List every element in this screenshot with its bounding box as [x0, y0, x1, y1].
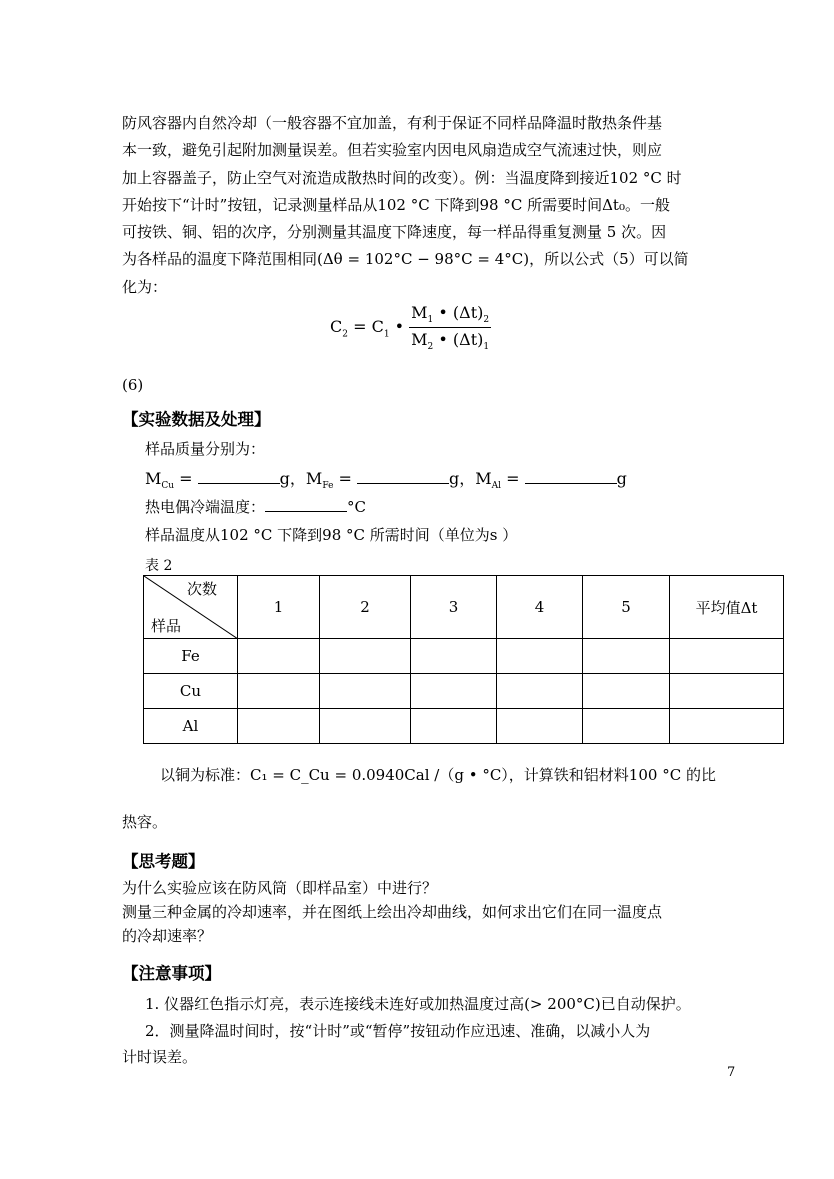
- row-label: Fe: [144, 639, 238, 674]
- table-row: [144, 639, 784, 674]
- table-cell[interactable]: [670, 674, 784, 709]
- m-cu-label: M: [145, 469, 162, 488]
- table-cell[interactable]: [497, 674, 583, 709]
- column-header: 平均值Δt: [670, 576, 784, 639]
- m-al-blank[interactable]: [525, 469, 617, 484]
- table-cell[interactable]: [320, 639, 411, 674]
- mass-line: $M_{Cu} = g$，$M_{Fe} = g$，$M_{Al} = g$: [145, 469, 627, 492]
- formula-lhs: C: [330, 317, 343, 337]
- row-label: Cu: [144, 674, 238, 709]
- m-al-label: M: [475, 469, 492, 488]
- formula-fraction: [409, 303, 491, 352]
- column-header: 1: [238, 576, 320, 639]
- row-label: Al: [144, 709, 238, 744]
- corner-label-sample: 样品: [151, 617, 182, 635]
- formula-lhs-sub: 2: [342, 329, 348, 340]
- intro-line-5: 可按铁、铜、铝的次序，分别测量其温度下降速度，每一样品得重复测量 5 次。因: [122, 223, 667, 241]
- note-2a: 2．测量降温时间时，按“计时”或“暂停”按钮动作应迅速、准确，以减小人为: [145, 1022, 651, 1040]
- time-line: 样品温度从102 °C 下降到98 °C 所需时间（单位为s ）: [145, 526, 518, 544]
- column-header: 4: [497, 576, 583, 639]
- note-1: 1. 仪器红色指示灯亮，表示连接线未连好或加热温度过高(> 200°C)已自动保护。: [145, 995, 691, 1013]
- formula-eq: = C: [347, 317, 384, 337]
- intro-line-3: 加上容器盖子，防止空气对流造成散热时间的改变）。例：当温度降到接近102 °C 时: [122, 169, 682, 187]
- corner-label-times: 次数: [186, 580, 217, 598]
- column-header: 3: [411, 576, 497, 639]
- table-cell[interactable]: [583, 709, 670, 744]
- table-cell[interactable]: [583, 674, 670, 709]
- mass-intro: 样品质量分别为：: [145, 440, 266, 458]
- formula-denominator: $M_2$ • $(\Delta t)_1$: [411, 330, 490, 353]
- table-cell[interactable]: [238, 639, 320, 674]
- table-cell[interactable]: [583, 639, 670, 674]
- equation-number: (6): [122, 376, 144, 394]
- question-2b: 的冷却速率？: [122, 927, 213, 945]
- section-heading-data: 【实验数据及处理】: [122, 410, 271, 429]
- intro-line-4: 开始按下“计时”按钮，记录测量样品从102 °C 下降到98 °C 所需要时间Δt₀。一般: [122, 196, 670, 214]
- cold-end-label: 热电偶冷端温度：: [145, 498, 266, 516]
- table-corner-cell: [144, 576, 238, 639]
- standard-line-1: 以铜为标准：C₁ = C_Cu = 0.0940Cal /（g • °C），计算铁和铝材料100 °C 的比: [160, 766, 716, 784]
- intro-line-2: 本一致，避免引起附加测量误差。但若实验室内因电风扇造成空气流速过快，则应: [122, 141, 663, 159]
- m-cu-blank[interactable]: [198, 469, 280, 484]
- question-2a: 测量三种金属的冷却速率，并在图纸上绘出冷却曲线，如何求出它们在同一温度点: [122, 903, 663, 921]
- table-cell[interactable]: [411, 709, 497, 744]
- table-cell[interactable]: [320, 674, 411, 709]
- table-cell[interactable]: [670, 709, 784, 744]
- formula-numerator: $M_1$ • $(\Delta t)_2$: [409, 303, 491, 328]
- intro-line-7: 化为：: [122, 278, 168, 296]
- table-cell[interactable]: [320, 709, 411, 744]
- table-row: [144, 674, 784, 709]
- table-caption: 表 2: [145, 558, 173, 574]
- table-cell[interactable]: [238, 674, 320, 709]
- question-1: 为什么实验应该在防风筒（即样品室）中进行？: [122, 879, 438, 897]
- intro-line-6: 为各样品的温度下降范围相同(Δθ = 102°C − 98°C = 4°C)，所以公式（5）可以简: [122, 250, 689, 268]
- table-cell[interactable]: [670, 639, 784, 674]
- standard-line-2: 热容。: [122, 813, 168, 831]
- table-cell[interactable]: [497, 639, 583, 674]
- data-table: [143, 575, 784, 744]
- m-fe-label: M: [305, 469, 323, 488]
- cold-end-line: 热电偶冷端温度： °C: [145, 498, 366, 516]
- table-cell[interactable]: [238, 709, 320, 744]
- cold-end-blank[interactable]: [265, 497, 347, 512]
- note-2b: 计时误差。: [122, 1048, 198, 1066]
- m-fe-blank[interactable]: [357, 469, 449, 484]
- table-cell[interactable]: [497, 709, 583, 744]
- formula-c1-sub: 1: [383, 329, 390, 340]
- column-header: 2: [320, 576, 411, 639]
- column-header: 5: [583, 576, 670, 639]
- formula-dot: •: [389, 317, 410, 337]
- section-heading-notes: 【注意事项】: [122, 964, 221, 983]
- page-number: 7: [727, 1065, 736, 1080]
- intro-line-1: 防风容器内自然冷却（一般容器不宜加盖，有利于保证不同样品降温时散热条件基: [122, 114, 663, 132]
- table-cell[interactable]: [411, 639, 497, 674]
- table-row: [144, 709, 784, 744]
- section-heading-questions: 【思考题】: [122, 852, 205, 871]
- table-cell[interactable]: [411, 674, 497, 709]
- formula-6: [330, 303, 491, 352]
